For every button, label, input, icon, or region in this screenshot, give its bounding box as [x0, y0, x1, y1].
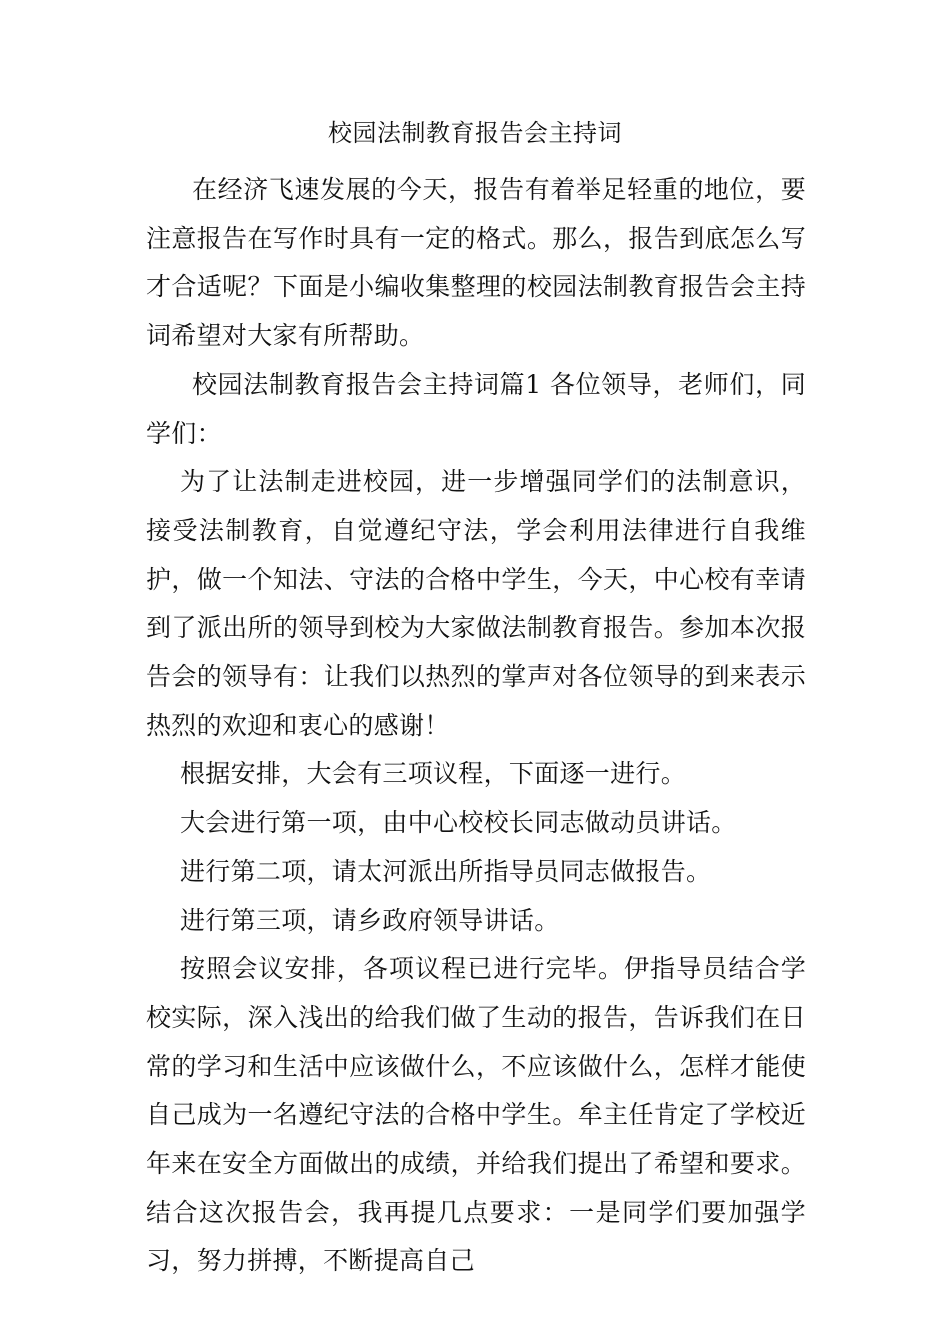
intro-paragraph: 在经济飞速发展的今天，报告有着举足轻重的地位，要注意报告在写作时具有一定的格式。那么，报告到底怎么写才合适呢？下面是小编收集整理的校园法制教育报告会主持词希望对大家有所帮助。 [146, 175, 806, 351]
agenda-item-one: 大会进行第一项，由中心校校长同志做动员讲话。 [180, 808, 737, 838]
opening-paragraph: 为了让法制走进校园，进一步增强同学们的法制意识，接受法制教育，自觉遵纪守法，学会利用法律进行自我维护，做一个知法、守法的合格中学生，今天，中心校有幸请到了派出所的领导到校为大家做法制教育报告。参加本次报告会的领导有：让我们以热烈的掌声对各位领导的到来表示热烈的欢迎和衷心的感谢！ [146, 467, 806, 740]
document-title: 校园法制教育报告会主持词 [328, 119, 622, 147]
agenda-paragraph: 根据安排，大会有三项议程，下面逐一进行。 [180, 759, 687, 789]
document-body [146, 166, 806, 1286]
agenda-item-three: 进行第三项，请乡政府领导讲话。 [180, 905, 560, 935]
closing-paragraph: 按照会议安排，各项议程已进行完毕。伊指导员结合学校实际，深入浅出的给我们做了生动的报告，告诉我们在日常的学习和生活中应该做什么，不应该做什么，怎样才能使自己成为一名遵纪守法的合格中学生。牟主任肯定了学校近年来在安全方面做出的成绩，并给我们提出了希望和要求。结合这次报告会，我再提几点要求：一是同学们要加强学习，努力拼搏，不断提高自己 [146, 954, 806, 1276]
agenda-item-two: 进行第二项，请太河派出所指导员同志做报告。 [180, 856, 712, 886]
section-heading-paragraph: 校园法制教育报告会主持词篇1 各位领导，老师们，同学们： [146, 369, 806, 448]
